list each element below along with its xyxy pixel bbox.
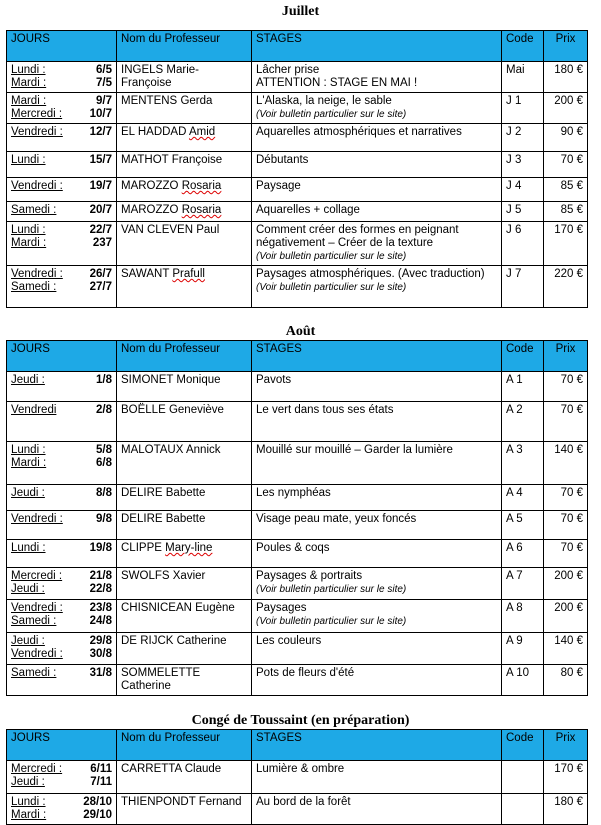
code-cell: A 4: [502, 485, 544, 511]
stage-title: Lâcher prise: [256, 64, 320, 76]
days-cell: [7, 266, 117, 308]
column-header-days: JOURS: [7, 730, 117, 761]
professor-cell: DELIRE Babette: [117, 485, 252, 511]
code-cell: [502, 794, 544, 825]
day-name: Jeudi :: [11, 776, 45, 788]
price-cell: 90 €: [544, 124, 588, 152]
day-name: Jeudi :: [11, 487, 45, 499]
days-cell: [7, 633, 117, 665]
day-line: [11, 404, 112, 417]
price-cell: 70 €: [544, 152, 588, 178]
price-cell: 140 €: [544, 442, 588, 485]
days-cell: [7, 62, 117, 93]
table-header-row: [7, 341, 588, 372]
days-cell: [7, 600, 117, 633]
stage-title: Pavots: [256, 374, 292, 386]
column-header-code: Code: [502, 730, 544, 761]
day-name: Mardi :: [11, 95, 47, 107]
price-cell: 80 €: [544, 665, 588, 696]
day-name: Lundi :: [11, 444, 46, 456]
price-cell: 170 €: [544, 222, 588, 266]
stage-title: Comment créer des formes en peignant négativement – Créer de la texture: [256, 224, 459, 249]
stage-title: Paysages & portraits: [256, 570, 363, 582]
stage-cell: [252, 178, 502, 202]
day-date: 9/7: [96, 95, 112, 107]
table-row: [7, 794, 588, 825]
stage-cell: [252, 633, 502, 665]
professor-cell: CHISNICEAN Eugène: [117, 600, 252, 633]
day-date: 1/8: [96, 374, 112, 386]
day-line: [11, 667, 112, 680]
stage-note: (Voir bulletin particulier sur le site): [256, 282, 407, 293]
code-cell: A 2: [502, 402, 544, 442]
stage-cell: [252, 124, 502, 152]
table-row: [7, 402, 588, 442]
day-line: [11, 583, 112, 596]
price-cell: 70 €: [544, 540, 588, 568]
day-line: [11, 77, 112, 90]
column-header-prof: Nom du Professeur: [117, 31, 252, 62]
professor-cell: CLIPPE Mary-line: [117, 540, 252, 568]
day-date: 24/8: [89, 615, 112, 627]
day-date: 19/7: [89, 180, 112, 192]
table-header-row: [7, 730, 588, 761]
day-line: [11, 457, 112, 470]
days-cell: [7, 511, 117, 540]
professor-cell: DE RIJCK Catherine: [117, 633, 252, 665]
day-name: Vendredi :: [11, 268, 63, 280]
day-line: [11, 615, 112, 628]
price-cell: 85 €: [544, 178, 588, 202]
price-cell: 220 €: [544, 266, 588, 308]
stage-title: Lumière & ombre: [256, 763, 345, 775]
stage-note: (Voir bulletin particulier sur le site): [256, 109, 407, 120]
professor-cell: MALOTAUX Annick: [117, 442, 252, 485]
day-line: [11, 126, 112, 139]
column-header-code: Code: [502, 341, 544, 372]
day-name: Mardi :: [11, 457, 47, 469]
column-header-prof: Nom du Professeur: [117, 341, 252, 372]
days-cell: [7, 178, 117, 202]
price-cell: 70 €: [544, 511, 588, 540]
stage-title: Poules & coqs: [256, 542, 330, 554]
stage-cell: [252, 511, 502, 540]
professor-cell: THIENPONDT Fernand: [117, 794, 252, 825]
stage-title: Mouillé sur mouillé – Garder la lumière: [256, 444, 453, 456]
table-row: [7, 178, 588, 202]
price-cell: 70 €: [544, 402, 588, 442]
days-cell: [7, 202, 117, 222]
column-header-stage: STAGES: [252, 730, 502, 761]
professor-cell: VAN CLEVEN Paul: [117, 222, 252, 266]
day-name: Lundi :: [11, 542, 46, 554]
day-line: [11, 635, 112, 648]
stage-title: Au bord de la forêt: [256, 796, 351, 808]
price-cell: 70 €: [544, 485, 588, 511]
code-cell: J 3: [502, 152, 544, 178]
day-name: Mardi :: [11, 77, 47, 89]
professor-cell: MAROZZO Rosaria: [117, 202, 252, 222]
code-cell: J 7: [502, 266, 544, 308]
table-row: [7, 152, 588, 178]
table-row: [7, 93, 588, 124]
table-row: [7, 665, 588, 696]
day-line: [11, 602, 112, 615]
stage-cell: [252, 442, 502, 485]
day-line: [11, 204, 112, 217]
day-line: [11, 542, 112, 555]
stage-note: (Voir bulletin particulier sur le site): [256, 251, 407, 262]
professor-cell: BOËLLE Geneviève: [117, 402, 252, 442]
table-row: [7, 124, 588, 152]
day-line: [11, 809, 112, 822]
column-header-stage: STAGES: [252, 31, 502, 62]
table-row: [7, 202, 588, 222]
stage-cell: [252, 600, 502, 633]
price-cell: 70 €: [544, 372, 588, 402]
day-date: 22/8: [89, 583, 112, 595]
day-line: [11, 108, 112, 121]
professor-cell: SAWANT Prafull: [117, 266, 252, 308]
days-cell: [7, 794, 117, 825]
day-line: [11, 648, 112, 661]
stage-cell: [252, 93, 502, 124]
column-header-price: Prix: [544, 341, 588, 372]
table-row: [7, 485, 588, 511]
table-header-row: [7, 31, 588, 62]
stage-cell: [252, 202, 502, 222]
table-row: [7, 511, 588, 540]
day-line: [11, 374, 112, 387]
table-row: [7, 633, 588, 665]
day-date: 22/7: [89, 224, 112, 236]
column-header-days: JOURS: [7, 31, 117, 62]
column-header-price: Prix: [544, 31, 588, 62]
column-header-price: Prix: [544, 730, 588, 761]
price-cell: 85 €: [544, 202, 588, 222]
professor-cell: MAROZZO Rosaria: [117, 178, 252, 202]
code-cell: J 5: [502, 202, 544, 222]
code-cell: A 5: [502, 511, 544, 540]
code-cell: A 1: [502, 372, 544, 402]
day-date: 7/11: [90, 776, 112, 788]
day-line: [11, 154, 112, 167]
day-name: Vendredi :: [11, 126, 63, 138]
stage-cell: [252, 665, 502, 696]
stage-cell: [252, 222, 502, 266]
day-date: 23/8: [89, 602, 112, 614]
stage-cell: [252, 62, 502, 93]
day-date: 6/8: [96, 457, 112, 469]
day-name: Vendredi :: [11, 180, 63, 192]
day-date: 26/7: [89, 268, 112, 280]
day-line: [11, 513, 112, 526]
price-cell: 200 €: [544, 600, 588, 633]
table-row: [7, 600, 588, 633]
day-line: [11, 281, 112, 294]
stage-cell: [252, 794, 502, 825]
table-row: [7, 222, 588, 266]
price-cell: 180 €: [544, 62, 588, 93]
day-name: Lundi :: [11, 224, 46, 236]
stage-title: Visage peau mate, yeux foncés: [256, 513, 417, 525]
schedule-table-toussaint: [6, 729, 588, 825]
days-cell: [7, 124, 117, 152]
price-cell: 200 €: [544, 568, 588, 600]
days-cell: [7, 665, 117, 696]
section-title-aout: Août: [285, 324, 316, 339]
professor-cell: SWOLFS Xavier: [117, 568, 252, 600]
day-line: [11, 268, 112, 281]
section-title-toussaint: Congé de Toussaint (en préparation): [191, 713, 410, 728]
days-cell: [7, 372, 117, 402]
day-date: 21/8: [89, 570, 112, 582]
days-cell: [7, 761, 117, 794]
column-header-code: Code: [502, 31, 544, 62]
days-cell: [7, 540, 117, 568]
day-name: Lundi :: [11, 64, 46, 76]
day-line: [11, 180, 112, 193]
stage-cell: [252, 485, 502, 511]
days-cell: [7, 568, 117, 600]
day-name: Mardi :: [11, 809, 47, 821]
stage-cell: [252, 540, 502, 568]
stage-title: Paysages atmosphériques. (Avec traduction): [256, 268, 485, 280]
day-line: [11, 776, 112, 789]
day-name: Vendredi :: [11, 602, 63, 614]
stage-title: Paysages: [256, 602, 307, 614]
code-cell: J 1: [502, 93, 544, 124]
professor-cell: MENTENS Gerda: [117, 93, 252, 124]
stage-title: Le vert dans tous ses états: [256, 404, 394, 416]
stage-title: Les couleurs: [256, 635, 322, 647]
professor-cell: EL HADDAD Amid: [117, 124, 252, 152]
day-name: Mercredi :: [11, 763, 63, 775]
table-row: [7, 442, 588, 485]
day-line: [11, 487, 112, 500]
professor-cell: SOMMELETTE Catherine: [117, 665, 252, 696]
professor-cell: SIMONET Monique: [117, 372, 252, 402]
code-cell: Mai: [502, 62, 544, 93]
day-date: 28/10: [83, 796, 112, 808]
table-row: [7, 761, 588, 794]
stage-title: Aquarelles + collage: [256, 204, 360, 216]
stage-cell: [252, 266, 502, 308]
price-cell: 140 €: [544, 633, 588, 665]
day-name: Vendredi: [11, 404, 57, 416]
day-name: Samedi :: [11, 615, 57, 627]
day-name: Vendredi :: [11, 648, 63, 660]
code-cell: A 9: [502, 633, 544, 665]
days-cell: [7, 222, 117, 266]
day-name: Lundi :: [11, 154, 46, 166]
day-date: 27/7: [89, 281, 112, 293]
price-cell: 170 €: [544, 761, 588, 794]
table-row: [7, 540, 588, 568]
price-cell: 180 €: [544, 794, 588, 825]
day-line: [11, 763, 112, 776]
day-date: 2/8: [96, 404, 112, 416]
code-cell: A 3: [502, 442, 544, 485]
professor-cell: DELIRE Babette: [117, 511, 252, 540]
day-date: 5/8: [96, 444, 112, 456]
day-line: [11, 237, 112, 250]
day-date: 237: [92, 237, 112, 249]
day-date: 10/7: [89, 108, 112, 120]
table-row: [7, 372, 588, 402]
day-date: 9/8: [96, 513, 112, 525]
stage-cell: [252, 568, 502, 600]
day-name: Jeudi :: [11, 635, 45, 647]
day-date: 31/8: [89, 667, 112, 679]
code-cell: A 6: [502, 540, 544, 568]
schedule-table-juillet: [6, 30, 588, 308]
column-header-stage: STAGES: [252, 341, 502, 372]
stage-cell: [252, 761, 502, 794]
stage-cell: [252, 372, 502, 402]
day-date: 29/10: [83, 809, 112, 821]
professor-cell: INGELS Marie-Françoise: [117, 62, 252, 93]
price-cell: 200 €: [544, 93, 588, 124]
day-line: [11, 796, 112, 809]
code-cell: A 10: [502, 665, 544, 696]
stage-cell: [252, 402, 502, 442]
table-row: [7, 568, 588, 600]
day-line: [11, 444, 112, 457]
schedule-table-aout: [6, 340, 588, 696]
day-name: Lundi :: [11, 796, 46, 808]
day-date: 7/5: [96, 77, 112, 89]
day-date: 30/8: [89, 648, 112, 660]
day-name: Samedi :: [11, 204, 57, 216]
day-name: Jeudi :: [11, 374, 45, 386]
stage-title: Paysage: [256, 180, 301, 192]
days-cell: [7, 93, 117, 124]
day-name: Vendredi :: [11, 513, 63, 525]
day-date: 15/7: [89, 154, 112, 166]
stage-title: Les nymphéas: [256, 487, 331, 499]
day-line: [11, 570, 112, 583]
code-cell: J 4: [502, 178, 544, 202]
day-date: 6/5: [96, 64, 112, 76]
code-cell: A 7: [502, 568, 544, 600]
stage-cell: [252, 152, 502, 178]
day-name: Samedi :: [11, 667, 57, 679]
stage-title: Débutants: [256, 154, 309, 166]
column-header-prof: Nom du Professeur: [117, 730, 252, 761]
code-cell: [502, 761, 544, 794]
stage-note: ATTENTION : STAGE EN MAI !: [256, 77, 418, 89]
day-date: 8/8: [96, 487, 112, 499]
stage-title: Pots de fleurs d'été: [256, 667, 355, 679]
day-line: [11, 224, 112, 237]
stage-title: L'Alaska, la neige, le sable: [256, 95, 392, 107]
days-cell: [7, 485, 117, 511]
day-date: 29/8: [89, 635, 112, 647]
days-cell: [7, 402, 117, 442]
day-name: Mercredi :: [11, 570, 63, 582]
day-date: 6/11: [90, 763, 112, 775]
day-name: Mardi :: [11, 237, 47, 249]
day-date: 19/8: [89, 542, 112, 554]
days-cell: [7, 152, 117, 178]
day-line: [11, 64, 112, 77]
code-cell: J 2: [502, 124, 544, 152]
stage-note: (Voir bulletin particulier sur le site): [256, 584, 407, 595]
days-cell: [7, 442, 117, 485]
day-name: Mercredi :: [11, 108, 63, 120]
day-name: Jeudi :: [11, 583, 45, 595]
table-row: [7, 266, 588, 308]
table-row: [7, 62, 588, 93]
professor-cell: MATHOT Françoise: [117, 152, 252, 178]
day-name: Samedi :: [11, 281, 57, 293]
day-date: 12/7: [89, 126, 112, 138]
stage-note: (Voir bulletin particulier sur le site): [256, 616, 407, 627]
section-title-juillet: Juillet: [281, 4, 320, 19]
stage-title: Aquarelles atmosphériques et narratives: [256, 126, 462, 138]
code-cell: A 8: [502, 600, 544, 633]
day-date: 20/7: [89, 204, 112, 216]
column-header-days: JOURS: [7, 341, 117, 372]
code-cell: J 6: [502, 222, 544, 266]
professor-cell: CARRETTA Claude: [117, 761, 252, 794]
day-line: [11, 95, 112, 108]
